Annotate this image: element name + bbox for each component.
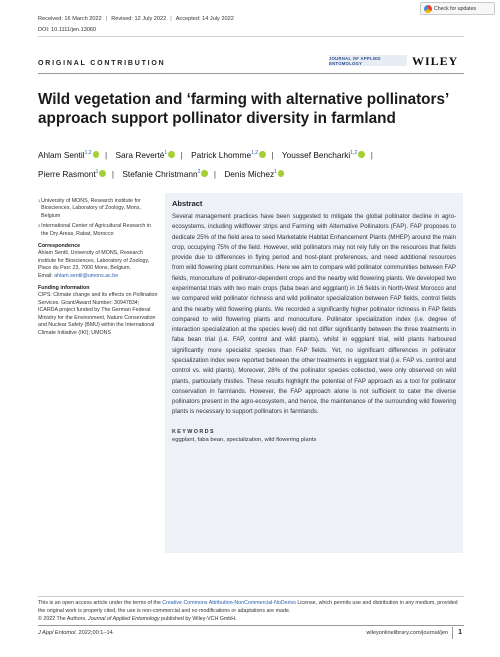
- author-separator: |: [111, 168, 115, 179]
- orcid-icon[interactable]: [358, 151, 365, 158]
- journal-abbreviation: J Appl Entomol.: [38, 630, 77, 636]
- orcid-icon[interactable]: [93, 151, 100, 158]
- revised-date: Revised: 12 July 2022: [111, 16, 167, 22]
- correspondence-email-line: Email: ahlam.sentil@umons.ac.be: [38, 272, 119, 279]
- affiliation: 2 International Center of Agricultural Research in the Dry Areas, Rabat, Morocco: [38, 223, 151, 237]
- divider: [38, 73, 464, 74]
- author-affiliation-ref: 1: [274, 168, 277, 175]
- issue-info: 2022;00:1–14.: [76, 630, 115, 636]
- keywords-text: eggplant, faba bean, specialization, wild flowering plants: [172, 436, 317, 443]
- license-link[interactable]: Creative Commons Attribution-NonCommercial-NoDerivs: [162, 600, 296, 606]
- author-name: Ahlam Sentil: [38, 149, 85, 160]
- section-label: ORIGINAL CONTRIBUTION: [38, 60, 166, 67]
- author-separator: |: [105, 149, 108, 160]
- abstract-box: [165, 193, 463, 553]
- correspondence-heading: Correspondence: [38, 243, 81, 250]
- date-separator: |: [170, 16, 172, 22]
- correspondence: [38, 243, 158, 280]
- crossmark-icon: [424, 5, 432, 13]
- author-name: Youssef Bencharki: [281, 149, 351, 160]
- author-affiliation-ref: 1,2: [350, 150, 358, 156]
- accepted-date: Accepted: 14 July 2022: [175, 16, 234, 22]
- author-affiliation-ref: 1: [164, 150, 168, 156]
- orcid-icon[interactable]: [201, 170, 208, 177]
- keywords-heading: KEYWORDS: [172, 428, 215, 435]
- journal-badge: JOURNAL OF APPLIED ENTOMOLOGY: [329, 55, 407, 66]
- journal-citation: [38, 630, 114, 636]
- article-sidebar: [38, 198, 158, 342]
- author-separator: |: [370, 149, 373, 160]
- author-list: [38, 145, 458, 183]
- orcid-icon[interactable]: [259, 151, 266, 158]
- correspondence-address: Ahlam Sentil, University of MONS, Research institute for Biosciences, Laboratory of Zoology, Place du Parc 23, 7000 Mons, Belgium.: [38, 250, 150, 272]
- abstract-text: Several management practices have been suggested to mitigate the global pollinator decline in agro-ecosystems, including wildflower strips and Farming with Alternative Pollinators (FAP). FAP proposes to dedicate 25% of the field area to seed Marketable Habitat Enhancement Plants (MHEP) around the main crop, occupying 75% of the field. However, wild pollinators may not rely fully on the resources that fields provide due to differences in flying period and host-plant preferences, and need additional resources from wild flowering plant communities. Here we aim to compare wild pollinator communities between FAP fields, monoculture of pollinator-dependent crops and the nearby wild flowering plants. We developed two experimental trials with two main crops (faba bean and eggplant) in 16 fields in North-West Morocco and we compared wild pollinator richness and wild pollinator specialization between FAP fields, control fields and the nearby wild flowering plants. We recorded a significantly higher pollinator richness in FAP fields compared to wild flowering plants and monoculture. Pollinator specialization index (i.e. degree of interaction specialization at the species level) did not differ significantly between the three treatments in faba bean trial (i.e. FAP, control and wild plants), whilst in eggplant trial, wild plants harboured significantly more specialist species than FAP fields. Yet, no significant differences in pollinator specialization index were reported between the other treatments in eggplant trial (i.e. FAP vs. control and control vs. wild plants). Moreover, 28% of the pollinator species collected, were only observed on wild plants, particularly thistles. These results highlight the potential of FAP approach as a tool for pollinator conservation in farmlands. However, the FAP approach alone is not sufficient to cater the diverse pollinators present in the agro-ecosystem, and hence, the maintenance of the surrounding wild flowering plants is necessary to support pollinators in farmlands.: [172, 213, 456, 416]
- author-affiliation-ref: 1,2: [251, 150, 259, 156]
- author-name: Pierre Rasmont: [38, 168, 96, 179]
- received-date: Received: 16 March 2022: [38, 16, 102, 22]
- author-affiliation-ref: 2: [197, 168, 201, 175]
- author[interactable]: [38, 150, 99, 160]
- abstract-heading: Abstract: [172, 199, 203, 208]
- orcid-icon[interactable]: [278, 170, 285, 177]
- author[interactable]: [224, 169, 284, 179]
- affiliations: [38, 198, 158, 238]
- date-separator: |: [105, 16, 108, 22]
- article-title: Wild vegetation and ‘farming with alternative pollinators’ approach support pollinator diversity in farmland: [38, 91, 449, 127]
- page-number: 1: [452, 627, 462, 639]
- author-name: Patrick Lhomme: [191, 149, 252, 160]
- license-notice: This is an open access article under the terms of the Creative Commons Attribution-NonCommercial-NoDerivs License, which permits use and distribution in any medium, provided the original work is properly cited, the use is non-commercial and no modifications or adaptations are made. © 2022 The Authors. Journal of Applied Entomology published by Wiley-VCH GmbH.: [38, 600, 458, 622]
- check-for-updates-label: Check for updates: [434, 5, 477, 12]
- correspondence-email-link[interactable]: ahlam.sentil@umons.ac.be: [54, 272, 119, 279]
- author-separator: |: [213, 168, 216, 179]
- funding-information: [38, 285, 158, 337]
- affiliation: 1 University of MONS, Research institute for Biosciences, Laboratory of Zoology, Mons, Belgium: [38, 198, 141, 219]
- journal-url[interactable]: wileyonlinelibrary.com/journal/jen: [366, 630, 448, 636]
- check-for-updates-button[interactable]: [420, 2, 495, 15]
- divider: [38, 36, 464, 37]
- author[interactable]: [38, 169, 106, 179]
- author[interactable]: [191, 150, 265, 160]
- author-name: Stefanie Christmann: [122, 168, 198, 179]
- funding-heading: Funding information: [38, 285, 90, 292]
- funding-text: CIPS: Climate change and its effects on Pollination Services. Grant/Award Number: 30947834; ICARDA project funded by The German Federal Ministry for the Environment, Nature Conservation and Nuclear Safety (BMU) within the International Climate Initiative (IKI); UMONS: [38, 292, 158, 336]
- divider: [38, 596, 464, 597]
- author[interactable]: [122, 169, 207, 179]
- orcid-icon[interactable]: [168, 151, 175, 158]
- author-affiliation-ref: 1,2: [84, 150, 92, 156]
- publisher-logo: WILEY: [412, 54, 459, 68]
- author-name: Sara Reverté: [115, 149, 165, 160]
- doi[interactable]: DOI: 10.1111/jen.13060: [38, 27, 97, 33]
- article-dates: [38, 16, 234, 22]
- author-separator: |: [180, 149, 183, 160]
- divider: [38, 625, 464, 626]
- author-affiliation-ref: 1: [95, 168, 99, 175]
- orcid-icon[interactable]: [99, 170, 106, 177]
- author-name: Denis Michez: [224, 168, 275, 179]
- author[interactable]: [116, 150, 175, 160]
- author[interactable]: [282, 150, 365, 160]
- author-separator: |: [271, 149, 274, 160]
